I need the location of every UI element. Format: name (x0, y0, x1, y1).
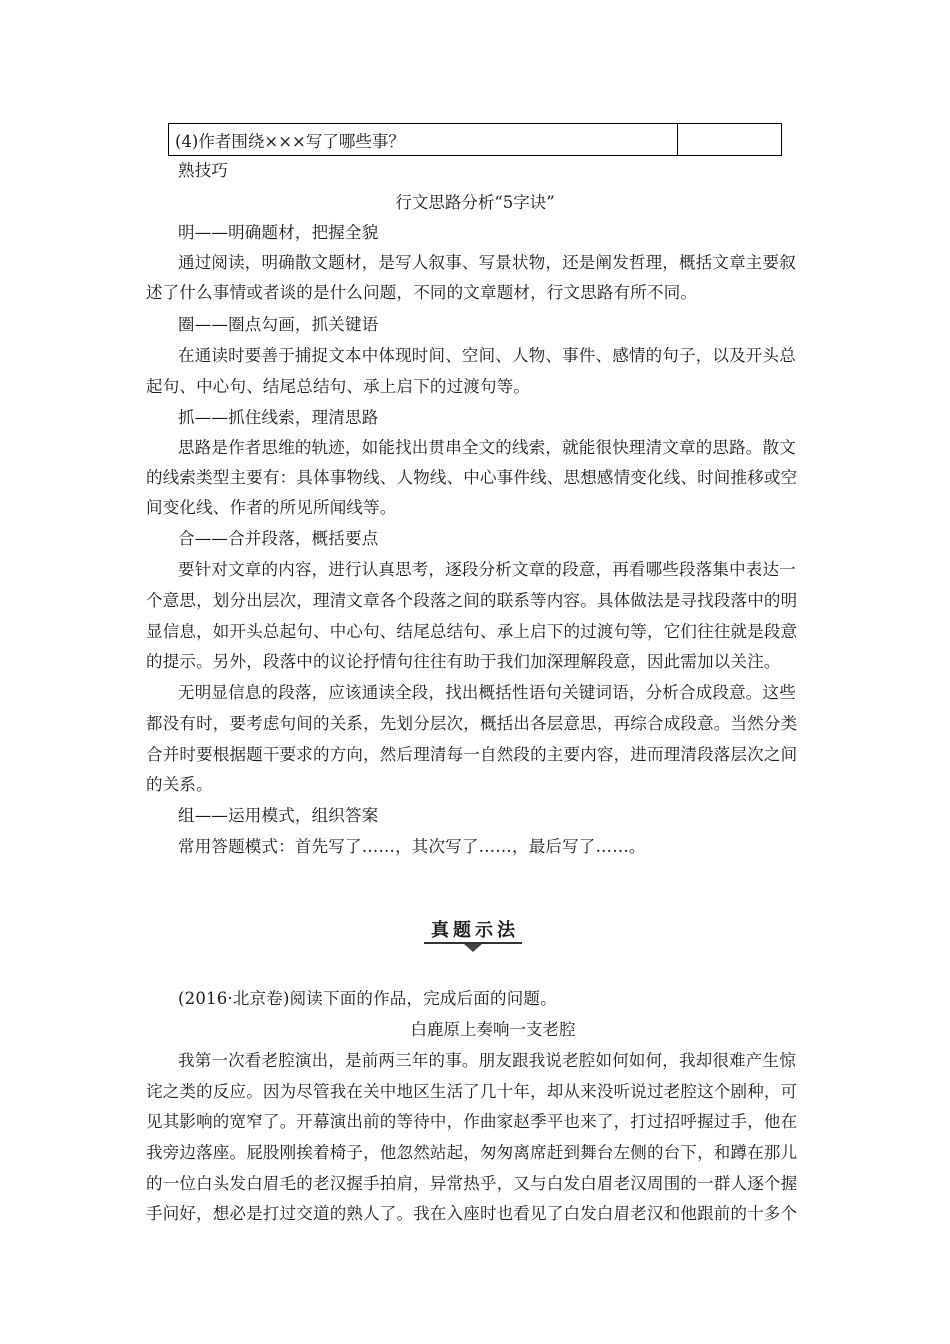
essay-line: 的一位白头发白眉毛的老汉握手拍肩，异常热乎，又与白发白眉老汉周围的一群人逐个握 (146, 1174, 798, 1193)
skills-heading: 熟技巧 (178, 161, 229, 180)
paragraph-line: 起句、中心句、结尾总结句、承上启下的过渡句等。 (146, 377, 531, 396)
paragraph-line: 间变化线、作者的所见所闻线等。 (146, 498, 397, 517)
paragraph-line: 明——明确题材，把握全貌 (178, 223, 379, 242)
section-title-arrow-icon (464, 944, 482, 952)
example-source: (2016·北京卷)阅读下面的作品，完成后面的问题。 (178, 989, 557, 1008)
skills-title: 行文思路分析“5字诀” (395, 193, 555, 212)
question-table (168, 123, 782, 156)
paragraph-line: 都没有时，要考虑句间的关系，先划分层次，概括出各层意思，再综合成段意。当然分类 (146, 714, 798, 733)
section-title: 真题示法 (431, 920, 519, 941)
paragraph-line: 个意思，划分出层次，理清文章各个段落之间的联系等内容。具体做法是寻找段落中的明 (146, 591, 798, 610)
paragraph-line: 述了什么事情或者谈的是什么问题，不同的文章题材，行文思路有所不同。 (146, 283, 698, 302)
paragraph-line: 的线索类型主要有：具体事物线、人物线、中心事件线、思想感情变化线、时间推移或空 (146, 468, 798, 487)
paragraph-line: 无明显信息的段落，应该通读全段，找出概括性语句关键词语，分析合成段意。这些 (178, 683, 796, 702)
paragraph-line: 抓——抓住线索，理清思路 (178, 408, 379, 427)
essay-title: 白鹿原上奏响一支老腔 (410, 1020, 576, 1039)
paragraph-line: 的提示。另外，段落中的议论抒情句往往有助于我们加深理解段意，因此需加以关注。 (146, 652, 781, 671)
paragraph-line: 合——合并段落，概括要点 (178, 529, 379, 548)
paragraph-line: 通过阅读，明确散文题材，是写人叙事、写景状物，还是阐发哲理，概括文章主要叙 (178, 253, 796, 272)
paragraph-line: 合并时要根据题干要求的方向，然后理清每一自然段的主要内容，进而理清段落层次之间 (146, 745, 798, 764)
paragraph-line: 组——运用模式，组织答案 (178, 806, 379, 825)
paragraph-line: 思路是作者思维的轨迹，如能找出贯串全文的线索，就能很快理清文章的思路。散文 (178, 438, 796, 457)
essay-line: 诧之类的反应。因为尽管我在关中地区生活了几十年，却从来没听说过老腔这个剧种，可 (146, 1082, 798, 1101)
table-cell-question (169, 124, 678, 155)
paragraph-line: 常用答题模式：首先写了……，其次写了……，最后写了……。 (178, 837, 646, 856)
essay-line: 手问好，想必是打过交道的熟人了。我在入座时也看见了白发白眉老汉和他跟前的十多个 (146, 1204, 798, 1223)
paragraph-line: 的关系。 (146, 775, 213, 794)
paragraph-line: 在通读时要善于捕捉文本中体现时间、空间、人物、事件、感情的句子，以及开头总 (178, 346, 796, 365)
paragraph-line: 圈——圈点勾画，抓关键语 (178, 315, 379, 334)
paragraph-line: 要针对文章的内容，进行认真思考，逐段分析文章的段意，再看哪些段落集中表达一 (178, 560, 796, 579)
essay-line: 我旁边落座。屁股刚挨着椅子，他忽然站起，匆匆离席赶到舞台左侧的台下，和蹲在那儿 (146, 1143, 798, 1162)
essay-line: 我第一次看老腔演出，是前两三年的事。朋友跟我说老腔如何如何，我却很难产生惊 (178, 1051, 796, 1070)
essay-line: 见其影响的宽窄了。开幕演出前的等待中，作曲家赵季平也来了，打过招呼握过手，他在 (146, 1112, 798, 1131)
paragraph-line: 显信息，如开头总起句、中心句、结尾总结句、承上启下的过渡句等，它们往往就是段意 (146, 622, 798, 641)
table-question-text: (4)作者围绕×××写了哪些事？ (175, 132, 405, 151)
